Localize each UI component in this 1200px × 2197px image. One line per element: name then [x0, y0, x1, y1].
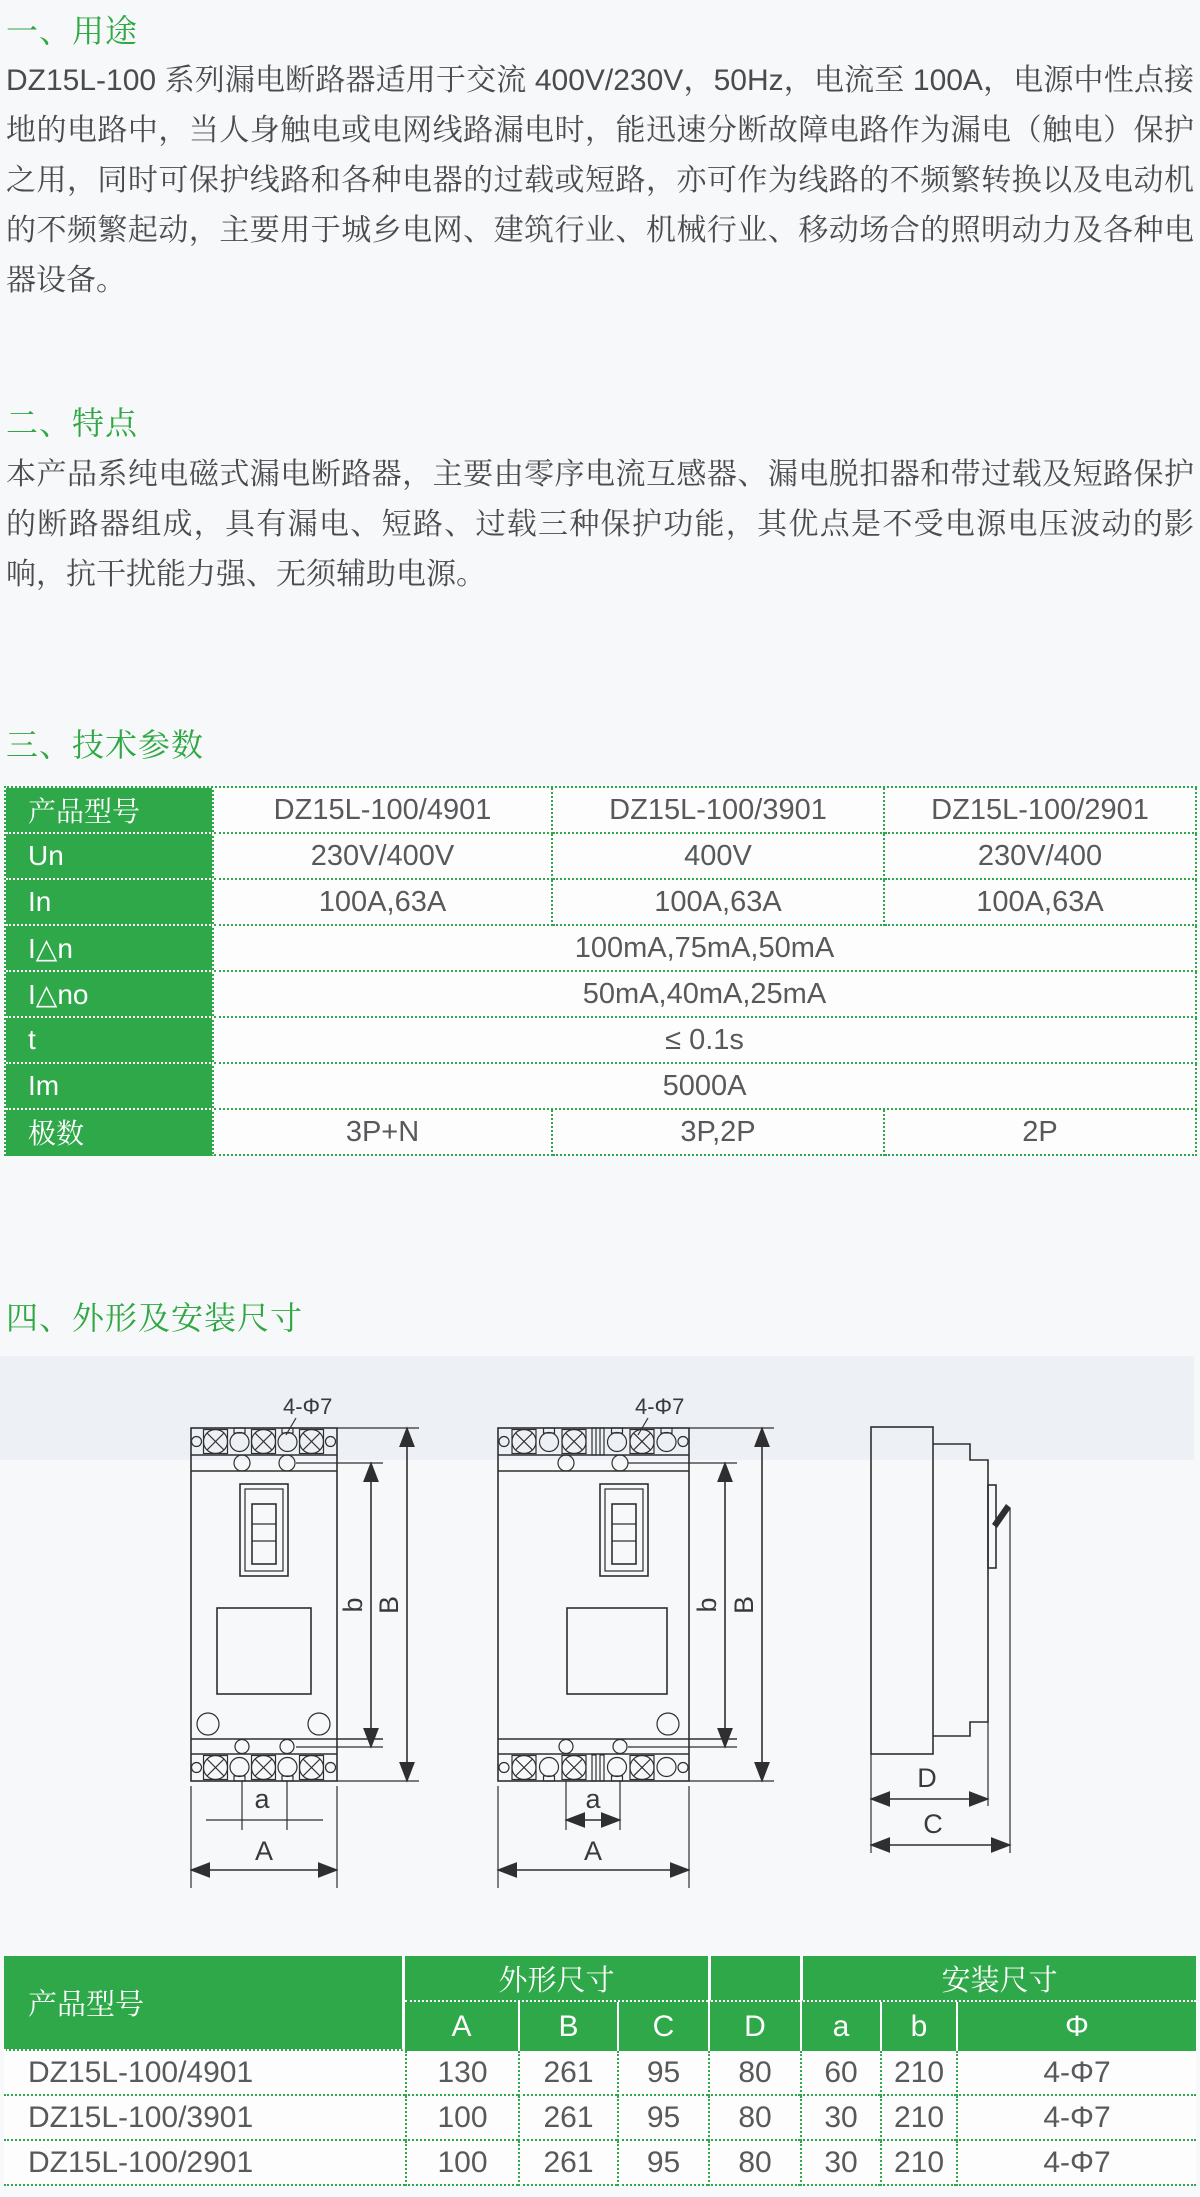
- spec-row-label: t: [6, 1018, 214, 1064]
- spec-cell: DZ15L-100/3901: [553, 788, 885, 834]
- paragraph-purpose: DZ15L-100 系列漏电断路器适用于交流 400V/230V，50Hz，电流至 100A，电源中性点接地的电路中，当人身触电或电网线路漏电时，能迅速分断故障电路作为漏电（触电）保护之用，同时可保护线路和各种电器的过载或短路，亦可作为线路的不频繁转换以及电动机的不频繁起动，主要用于城乡电网、建筑行业、机械行业、移动场合的照明动力及各种电器设备。: [6, 64, 1194, 297]
- spec-cell: 230V/400: [885, 834, 1197, 880]
- spec-cell: 100A,63A: [553, 880, 885, 926]
- dim-cell-model: DZ15L-100/2901: [4, 2141, 405, 2186]
- hole-callout-label: 4-Φ7: [283, 1394, 333, 1419]
- dim-group-outline: 外形尺寸: [405, 1956, 708, 2002]
- spec-row-label: Im: [6, 1064, 214, 1110]
- spec-row-t: [6, 1018, 1197, 1064]
- dim-label-D: D: [917, 1763, 937, 1793]
- dim-cell: 80: [708, 2141, 800, 2186]
- dim-group-blank: [708, 1956, 800, 2002]
- dim-label-C: C: [923, 1809, 943, 1839]
- spec-cell-span: ≤ 0.1s: [214, 1018, 1197, 1064]
- dim-table-row: [4, 2051, 1196, 2096]
- dim-cell: 80: [708, 2096, 800, 2141]
- dim-label-a: a: [254, 1784, 270, 1814]
- dim-cell: 100: [405, 2141, 518, 2186]
- dim-cell: 210: [880, 2096, 956, 2141]
- spec-row-model: [6, 788, 1197, 834]
- dim-cell: 95: [617, 2141, 708, 2186]
- dim-cell: 30: [800, 2141, 880, 2186]
- dim-cell: 261: [518, 2096, 617, 2141]
- dim-col-model-header: 产品型号: [4, 1956, 405, 2051]
- spec-row-label: 极数: [6, 1110, 214, 1156]
- dim-cell: 261: [518, 2051, 617, 2096]
- spec-cell: 3P,2P: [553, 1110, 885, 1156]
- dim-label-B: B: [729, 1595, 759, 1615]
- spec-row-idno: [6, 972, 1197, 1018]
- dim-cell: 4-Φ7: [956, 2051, 1196, 2096]
- dim-cell: 130: [405, 2051, 518, 2096]
- dim-sub-phi: Φ: [956, 2002, 1196, 2051]
- spec-cell-span: 5000A: [214, 1064, 1197, 1110]
- dim-cell-model: DZ15L-100/4901: [4, 2051, 405, 2096]
- dim-label-A: A: [583, 1836, 603, 1866]
- dim-cell: 100: [405, 2096, 518, 2141]
- spec-cell-span: 50mA,40mA,25mA: [214, 972, 1197, 1018]
- spec-row-poles: [6, 1110, 1197, 1156]
- section-heading-purpose: 一、用途: [6, 13, 139, 49]
- dim-label-b: b: [692, 1597, 722, 1613]
- dim-sub-a: a: [800, 2002, 880, 2051]
- dim-cell: 4-Φ7: [956, 2096, 1196, 2141]
- dim-cell: 30: [800, 2096, 880, 2141]
- dim-sub-D: D: [708, 2002, 800, 2051]
- dim-cell: 4-Φ7: [956, 2141, 1196, 2186]
- spec-row-label: Un: [6, 834, 214, 880]
- spec-cell: DZ15L-100/2901: [885, 788, 1197, 834]
- spec-row-label: 产品型号: [6, 788, 214, 834]
- spec-cell: 100A,63A: [214, 880, 553, 926]
- spec-row-im: [6, 1064, 1197, 1110]
- spec-cell: 230V/400V: [214, 834, 553, 880]
- front-view-drawing-3p: [498, 1394, 774, 1888]
- hole-callout-label: 4-Φ7: [635, 1394, 685, 1419]
- side-view-drawing: [871, 1427, 1011, 1853]
- dim-cell: 95: [617, 2051, 708, 2096]
- dim-label-A: A: [254, 1836, 274, 1866]
- dim-cell: 261: [518, 2141, 617, 2186]
- section-heading-features: 二、特点: [6, 405, 139, 441]
- spec-table: [4, 786, 1197, 1156]
- dim-group-install: 安装尺寸: [800, 1956, 1196, 2002]
- outline-drawings: [0, 1356, 1200, 1949]
- section-heading-tech-params: 三、技术参数: [6, 727, 205, 763]
- dim-cell: 60: [800, 2051, 880, 2096]
- dim-sub-B: B: [518, 2002, 617, 2051]
- dim-label-B: B: [374, 1595, 404, 1615]
- spec-cell: 3P+N: [214, 1110, 553, 1156]
- dim-cell: 95: [617, 2096, 708, 2141]
- dim-table-row: [4, 2096, 1196, 2141]
- spec-row-label: I△no: [6, 972, 214, 1018]
- dim-sub-C: C: [617, 2002, 708, 2051]
- dim-table-row: [4, 2141, 1196, 2186]
- dim-label-b: b: [338, 1597, 368, 1613]
- dim-cell: 80: [708, 2051, 800, 2096]
- spec-row-label: I△n: [6, 926, 214, 972]
- dim-cell: 210: [880, 2141, 956, 2186]
- paragraph-features: 本产品系纯电磁式漏电断路器，主要由零序电流互感器、漏电脱扣器和带过载及短路保护的断路器组成，具有漏电、短路、过载三种保护功能，其优点是不受电源电压波动的影响，抗干扰能力强、无须辅助电源。: [6, 458, 1194, 591]
- dim-cell: 210: [880, 2051, 956, 2096]
- spec-row-in: [6, 880, 1197, 926]
- spec-row-un: [6, 834, 1197, 880]
- dim-sub-b: b: [880, 2002, 956, 2051]
- dim-cell-model: DZ15L-100/3901: [4, 2096, 405, 2141]
- dim-label-a: a: [585, 1784, 601, 1814]
- spec-cell: 2P: [885, 1110, 1197, 1156]
- spec-cell: 400V: [553, 834, 885, 880]
- section-heading-dimensions: 四、外形及安装尺寸: [6, 1300, 304, 1336]
- dim-sub-A: A: [405, 2002, 518, 2051]
- spec-row-label: In: [6, 880, 214, 926]
- dim-table-group-row: [4, 1956, 1196, 2002]
- spec-cell: 100A,63A: [885, 880, 1197, 926]
- spec-cell-span: 100mA,75mA,50mA: [214, 926, 1197, 972]
- spec-cell: DZ15L-100/4901: [214, 788, 553, 834]
- front-view-drawing-4p: [191, 1394, 419, 1888]
- dimension-table: [4, 1956, 1196, 2186]
- spec-row-idn: [6, 926, 1197, 972]
